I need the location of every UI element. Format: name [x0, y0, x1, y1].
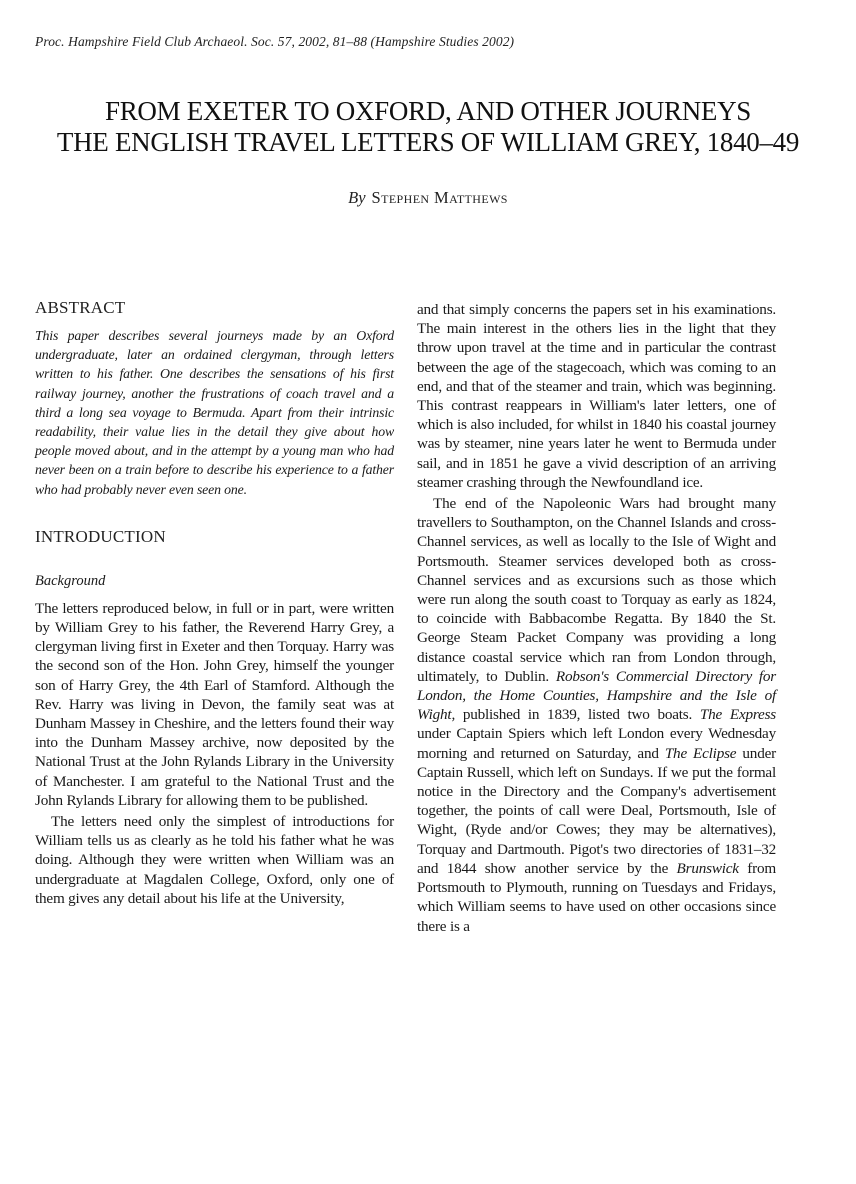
- running-head: Proc. Hampshire Field Club Archaeol. Soc. 57, 2002, 81–88 (Hampshire Studies 2002): [35, 34, 515, 49]
- ship-name-eclipse: The Eclipse: [664, 744, 737, 762]
- right-paragraph-1: and that simply concerns the papers set in his examinations. The main interest in the others lies in the light that they throw upon travel at the time and in particular the contrast between the age of the stagecoach, which was coming to an end, and that of the steamer and train, which was beginning. This contrast reappears in William's later letters, one of which is also included, for whilst in 1840 his coastal journey was by steamer, nine years later he went to Bermuda under sail, and in 1851 he gave a vivid description of an arriving steamer crashing through the Newfoundland ice.: [417, 301, 776, 491]
- text-run: published in 1839, listed two boats.: [455, 706, 700, 724]
- author-name: Stephen Matthews: [371, 188, 508, 207]
- text-run: The end of the Napoleonic Wars had brought many travellers to Southampton, on the Channel Islands and cross-Channel services, as well as locally to the Isle of Wight and Portsmouth. Steamer services developed both as cross-Channel services and as excursions such as those which were run along the south coast to Torquay as early as 1824, to coincide with Babbacombe Regatta. By 1840 the St. George Steam Packet Company was providing a long distance coastal service which ran from London through, ultimately, to Dublin.: [417, 495, 776, 685]
- text-run: under Captain Russell, which left on Sundays. If we put the formal notice in the Directory and the Company's advertisement together, the points of call were Deal, Portsmouth, Isle of Wight, (Ryde and/or Cowes; they may be alternatives), Torquay and Dartmouth. Pigot's two directories of 1831–32 and 1844 show another service by the: [417, 744, 776, 877]
- byline-by: By: [348, 188, 366, 207]
- byline: [0, 188, 856, 208]
- abstract-heading: ABSTRACT: [35, 298, 126, 317]
- text-run: from Portsmouth to Plymouth, running on Tuesdays and Fridays, which William seems to have used on other occasions since there is a: [417, 859, 776, 935]
- intro-paragraph-2: The letters need only the simplest of introductions for William tells us as clearly as he told his father what he was doing. Although they were written when William was an undergraduate at Magdalen College, Oxford, only one of them gives any detail about his life at the University,: [35, 813, 394, 907]
- ship-name-brunswick: Brunswick: [676, 859, 739, 877]
- left-column: [35, 298, 394, 908]
- directory-title: Robson's Commercial Directory for London, the Home Counties, Hampshire and the Isle of Wight,: [417, 667, 776, 724]
- right-paragraph-2: [417, 494, 776, 936]
- title-line-2: THE ENGLISH TRAVEL LETTERS OF WILLIAM GREY, 1840–49: [56, 127, 800, 157]
- intro-paragraph-1: The letters reproduced below, in full or in part, were written by William Grey to his father, the Reverend Harry Grey, a clergyman living first in Exeter and then Torquay. Harry was the second son of the Hon. John Grey, himself the younger son of Harry Grey, the 4th Earl of Stamford. Although the Rev. Harry was living in Devon, the family seat was at Dunham Massey in Cheshire, and the letters found their way into the Dunham Massey archive, now deposited by the National Trust at the John Rylands Library in the University of Manchester. I am grateful to the National Trust and the John Rylands Library for allowing them to be published.: [35, 599, 394, 809]
- ship-name-express: The Express: [699, 706, 776, 724]
- introduction-heading: INTRODUCTION: [35, 526, 166, 546]
- title-line-1: FROM EXETER TO OXFORD, AND OTHER JOURNEYS: [104, 96, 751, 126]
- abstract-text: This paper describes several journeys made by an Oxford undergraduate, later an ordained clergyman, through letters written to his father. One describes the sensations of his first railway journey, another the frustrations of coach travel and a third a long sea voyage to Bermuda. Apart from their intrinsic readability, their value lies in the detail they give about how people moved about, and in the attempt by a young man who had never been on a train before to describe his experience to a father who had probably never even seen one.: [35, 328, 394, 497]
- text-run: under Captain Spiers which left London every Wednesday morning and returned on Saturday, and: [417, 725, 776, 762]
- background-subheading: Background: [35, 572, 106, 589]
- article-title: [20, 96, 836, 158]
- right-column: [417, 300, 776, 936]
